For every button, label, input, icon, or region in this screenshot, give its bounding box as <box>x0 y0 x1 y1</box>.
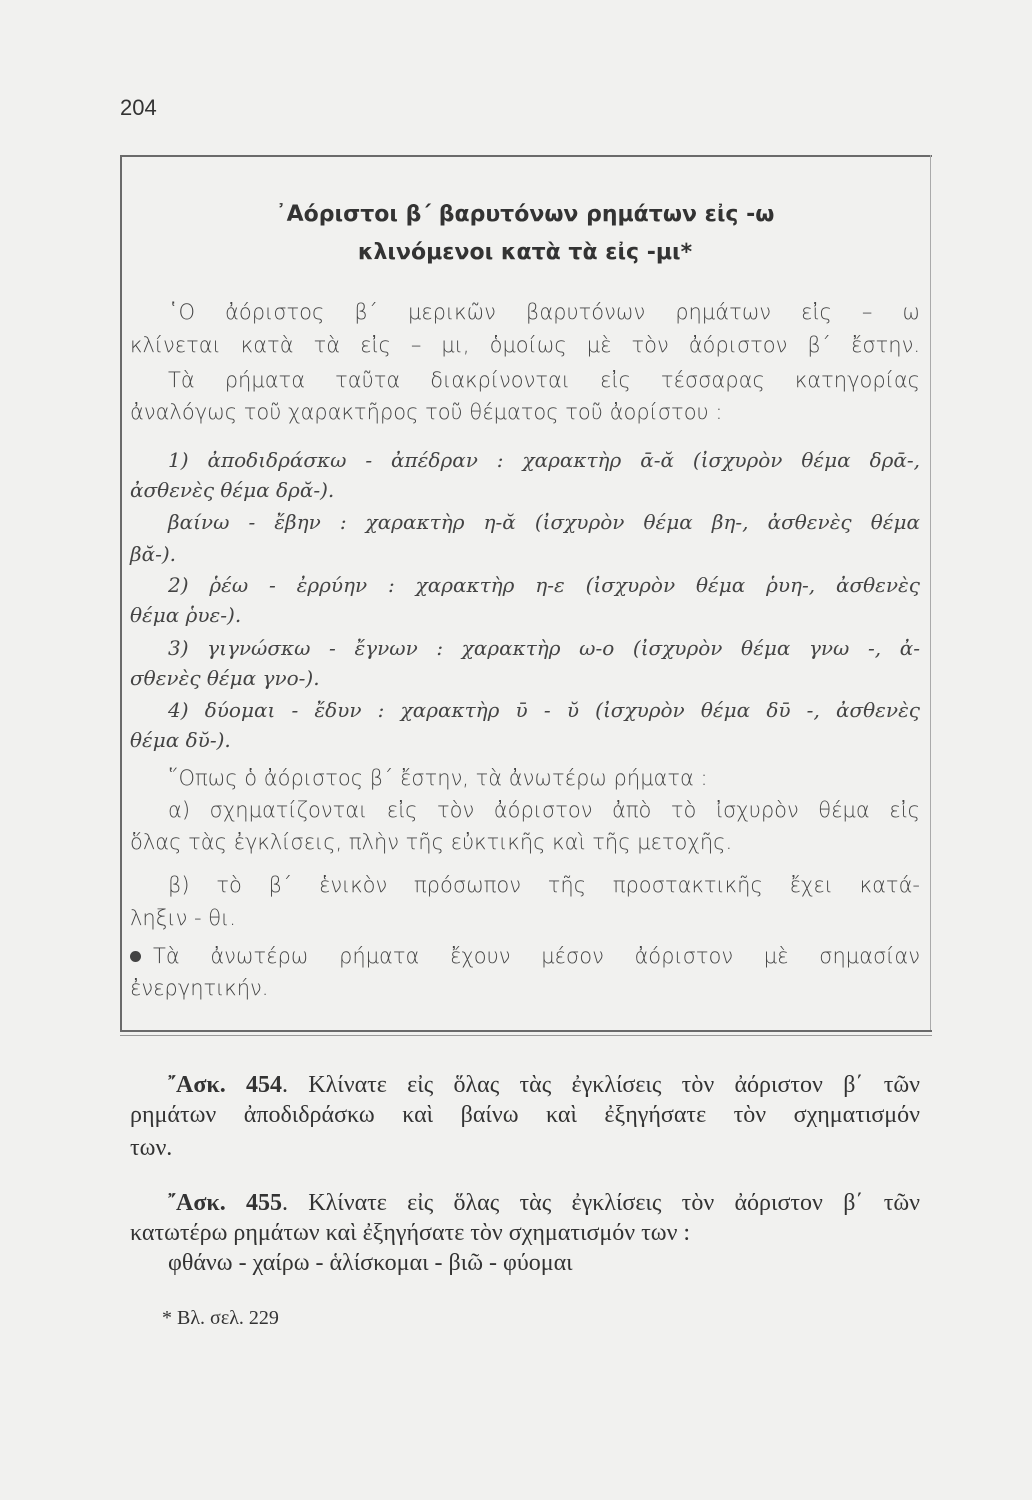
text-line: σθενὲς θέμα γνο-). <box>130 666 320 690</box>
text-line: φθάνω - χαίρω - ἁλίσκομαι - βιῶ - φύομαι <box>168 1250 573 1276</box>
text-line: ὅλας τὰς ἐγκλίσεις, πλὴν τῆς εὐκτικῆς καὶ τῆς μετοχῆς. <box>130 830 733 854</box>
text-line: ἀναλόγως τοῦ χαρακτῆρος τοῦ θέματος τοῦ ἀορίστου : <box>130 400 723 424</box>
note-first-line <box>130 940 920 972</box>
section-title-line-2: κλινόμενοι κατὰ τὰ εἰς -μι* <box>357 240 693 265</box>
footnote: * Βλ. σελ. 229 <box>162 1307 279 1329</box>
text-line: ληξιν - θι. <box>130 906 236 930</box>
text-line: 2) ῥέω - ἐρρύην : χαρακτὴρ η-ε (ἰσχυρὸν θέμα ῥυη-, ἀσθενὲς <box>168 573 920 597</box>
section-title-line-1: ᾽Αόριστοι β΄ βαρυτόνων ρημάτων εἰς -ω <box>275 202 775 227</box>
text-line: κλίνεται κατὰ τὰ εἰς – μι, ὁμοίως μὲ τὸν ἀόριστον β΄ ἔστην. <box>130 333 920 357</box>
page-number: 204 <box>120 95 157 120</box>
text-line: . Κλίνατε εἰς ὅλας τὰς ἐγκλίσεις τὸν ἀόριστον β΄ τῶν <box>282 1190 920 1216</box>
text-line: ρημάτων ἀποδιδράσκω καὶ βαίνω καὶ ἐξηγήσατε τὸν σχηματισμόν <box>130 1102 920 1128</box>
text-line: 1) ἀποδιδράσκω - ἀπέδραν : χαρακτὴρ ᾱ-ᾰ (ἰσχυρὸν θέμα δρᾱ-, <box>168 448 920 472</box>
box-top-rule <box>120 155 932 157</box>
text-line: των. <box>130 1135 173 1161</box>
exercise-label: ῎Ασκ. 455 <box>168 1190 282 1216</box>
box-right-rule <box>930 155 931 1030</box>
box-bottom-rule <box>120 1030 932 1032</box>
box-bottom-rule-2 <box>120 1035 932 1036</box>
box-left-rule <box>120 155 122 1030</box>
text-line: Τὰ ἀνωτέρω ρήματα ἔχουν μέσον ἀόριστον μὲ σημασίαν <box>153 944 920 968</box>
paragraph-3: ῞Οπως ὁ ἀόριστος β΄ ἔστην, τὰ ἀνωτέρω ρήματα : <box>168 766 708 790</box>
bullet-icon <box>130 951 141 962</box>
text-line: κατωτέρω ρημάτων καὶ ἐξηγήσατε τὸν σχηματισμόν των : <box>130 1220 691 1246</box>
text-line: θέμα ῥυε-). <box>130 603 242 627</box>
exercise-first-line <box>168 1187 920 1219</box>
text-line: α) σχηματίζονται εἰς τὸν ἀόριστον ἀπὸ τὸ ἰσχυρὸν θέμα εἰς <box>168 798 920 822</box>
text-line: ἐνεργητικήν. <box>130 976 269 1000</box>
exercise-first-line <box>168 1069 920 1101</box>
text-line: ῾Ο ἀόριστος β΄ μερικῶν βαρυτόνων ρημάτων εἰς – ω <box>168 300 920 324</box>
text-line: Τὰ ρήματα ταῦτα διακρίνονται εἰς τέσσαρας κατηγορίας <box>168 368 920 392</box>
text-line: βαίνω - ἔβην : χαρακτὴρ η-ᾰ (ἰσχυρὸν θέμα βη-, ἀσθενὲς θέμα <box>168 510 920 534</box>
text-line: 4) δύομαι - ἔδυν : χαρακτὴρ ῡ - ῠ (ἰσχυρὸν θέμα δῡ -, ἀσθενὲς <box>168 698 920 722</box>
text-line: θέμα δῠ-). <box>130 728 231 752</box>
text-line: ἀσθενὲς θέμα δρᾰ-). <box>130 478 335 502</box>
text-line: βᾰ-). <box>130 542 176 566</box>
exercise-label: ῎Ασκ. 454 <box>168 1072 282 1098</box>
text-line: 3) γιγνώσκω - ἔγνων : χαρακτὴρ ω-ο (ἰσχυρὸν θέμα γνω -, ἀ- <box>168 636 920 660</box>
text-line: β) τὸ β΄ ἑνικὸν πρόσωπον τῆς προστακτικῆς ἔχει κατά- <box>168 873 920 897</box>
text-line: . Κλίνατε εἰς ὅλας τὰς ἐγκλίσεις τὸν ἀόριστον β΄ τῶν <box>282 1072 920 1098</box>
